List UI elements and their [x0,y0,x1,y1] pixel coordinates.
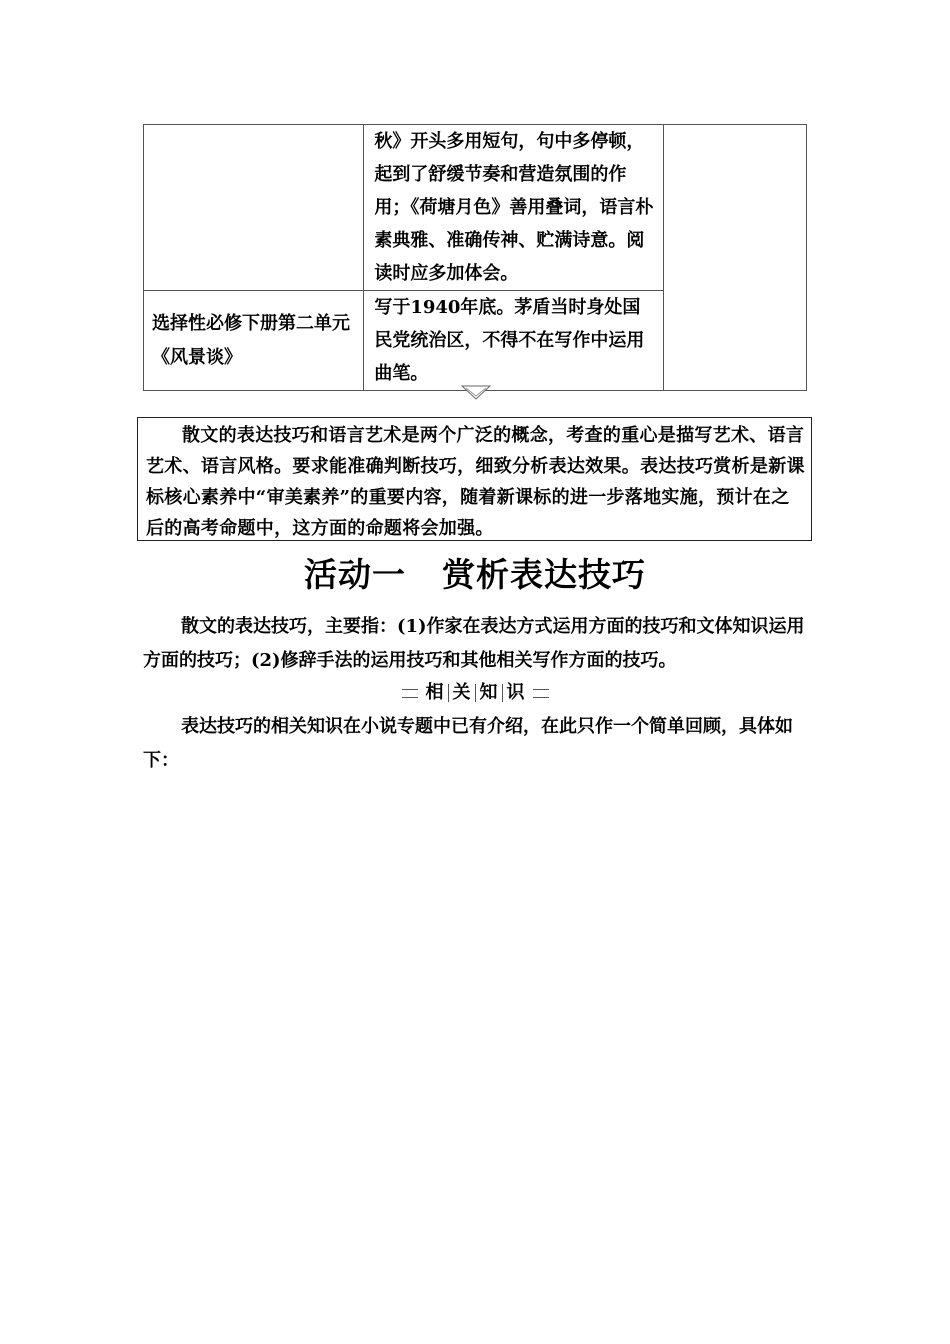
note-box [137,417,812,541]
activity-number: 活动一 [304,555,406,594]
section-char: 相 [425,682,444,703]
table-cell [144,291,364,391]
section-char: 关 [452,682,471,703]
cell-text: 秋》开头多用短句，句中多停顿，起到了舒缓节奏和营造氛围的作用；《荷塘月色》善用叠词，语言朴素典雅、准确传神、贮满诗意。阅读时应多加体会。 [374,131,654,284]
section-label [0,678,950,708]
decorative-dash [402,689,418,698]
intro-paragraph: 散文的表达技巧，主要指：(1)作家在表达方式运用方面的技巧和文体知识运用方面的技巧；(2)修辞手法的运用技巧和其他相关写作方面的技巧。 [143,616,805,671]
note-text: 散文的表达技巧和语言艺术是两个广泛的概念，考查的重心是描写艺术、语言艺术、语言风格。要求能准确判断技巧，细致分析表达效果。表达技巧赏析是新课标核心素养中“审美素养”的重要内容，随着新课标的进一步落地实施，预计在之后的高考命题中，这方面的命题将会加强。 [146,425,805,539]
table-cell [144,125,364,291]
chevron-down-icon [461,385,491,401]
table-row [144,125,807,291]
table-cell [364,291,663,391]
cell-text: 选择性必修下册第二单元《风景谈》 [152,312,350,368]
table-cell [663,125,806,391]
knowledge-paragraph: 表达技巧的相关知识在小说专题中已有介绍，在此只作一个简单回顾，具体如下： [143,716,793,771]
content-table [143,124,807,391]
activity-heading [0,552,950,598]
decorative-dash [533,689,549,698]
table-cell [364,125,663,291]
activity-title: 赏析表达技巧 [442,555,646,594]
cell-text: 写于1940年底。茅盾当时身处国民党统治区，不得不在写作中运用曲笔。 [374,297,645,384]
section-char: 识 [506,682,525,703]
section-char: 知 [479,682,498,703]
